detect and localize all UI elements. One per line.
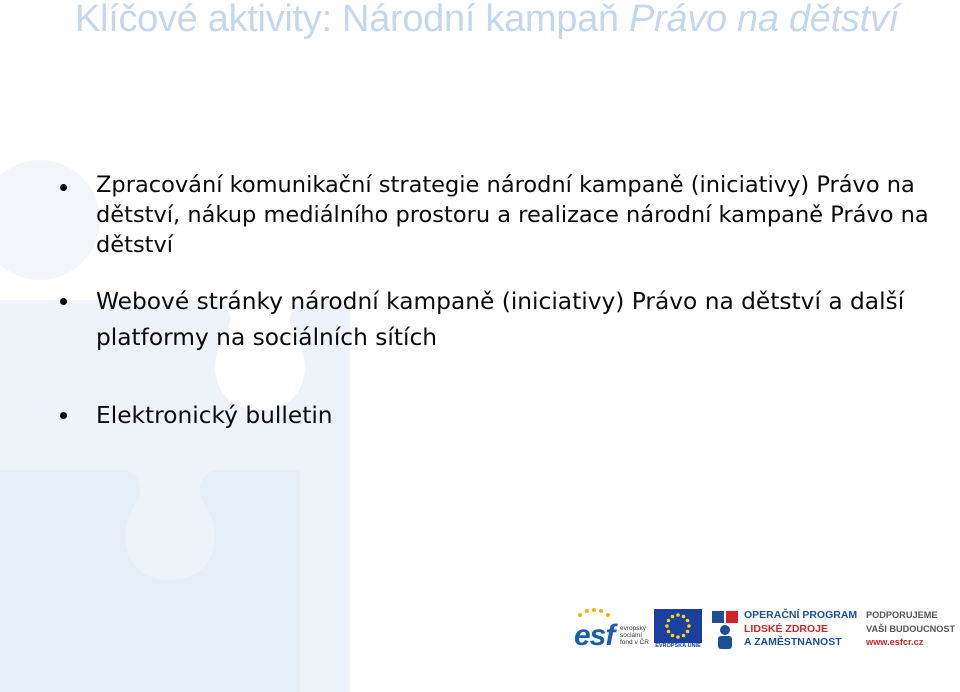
esf-logo: esf evropský sociální fond v ČR: [572, 607, 650, 651]
podporujeme-logo: PODPORUJEME VAŠI BUDOUCNOST www.esfcr.cz: [866, 610, 956, 647]
bullet-item-bulletin: Elektronický bulletin: [60, 398, 940, 434]
bullet-list: [60, 170, 940, 434]
slide-title: Klíčové aktivity: Národní kampaň Právo na dětství: [75, 0, 899, 40]
bullet-dot: [60, 184, 67, 191]
bullet-dot: [60, 412, 67, 419]
bullet-item-strategy: Zpracování komunikační strategie národní kampaně (iniciativy) Právo na dětství, nákup mediálního prostoru a realizace národní kampaně Právo na dětství: [60, 170, 940, 260]
eu-flag-logo: EVROPSKÁ UNIE: [654, 609, 702, 653]
footer-logos: [572, 607, 960, 655]
op-person-icon: [712, 611, 738, 649]
eu-flag-icon: [654, 609, 702, 643]
op-lzz-logo: OPERAČNÍ PROGRAM LIDSKÉ ZDROJE A ZAMĚSTNANOST: [712, 609, 852, 653]
bullet-item-website: Webové stránky národní kampaně (iniciativy) Právo na dětství a další platformy na sociálních sítích: [60, 284, 940, 356]
bullet-dot: [60, 298, 67, 305]
